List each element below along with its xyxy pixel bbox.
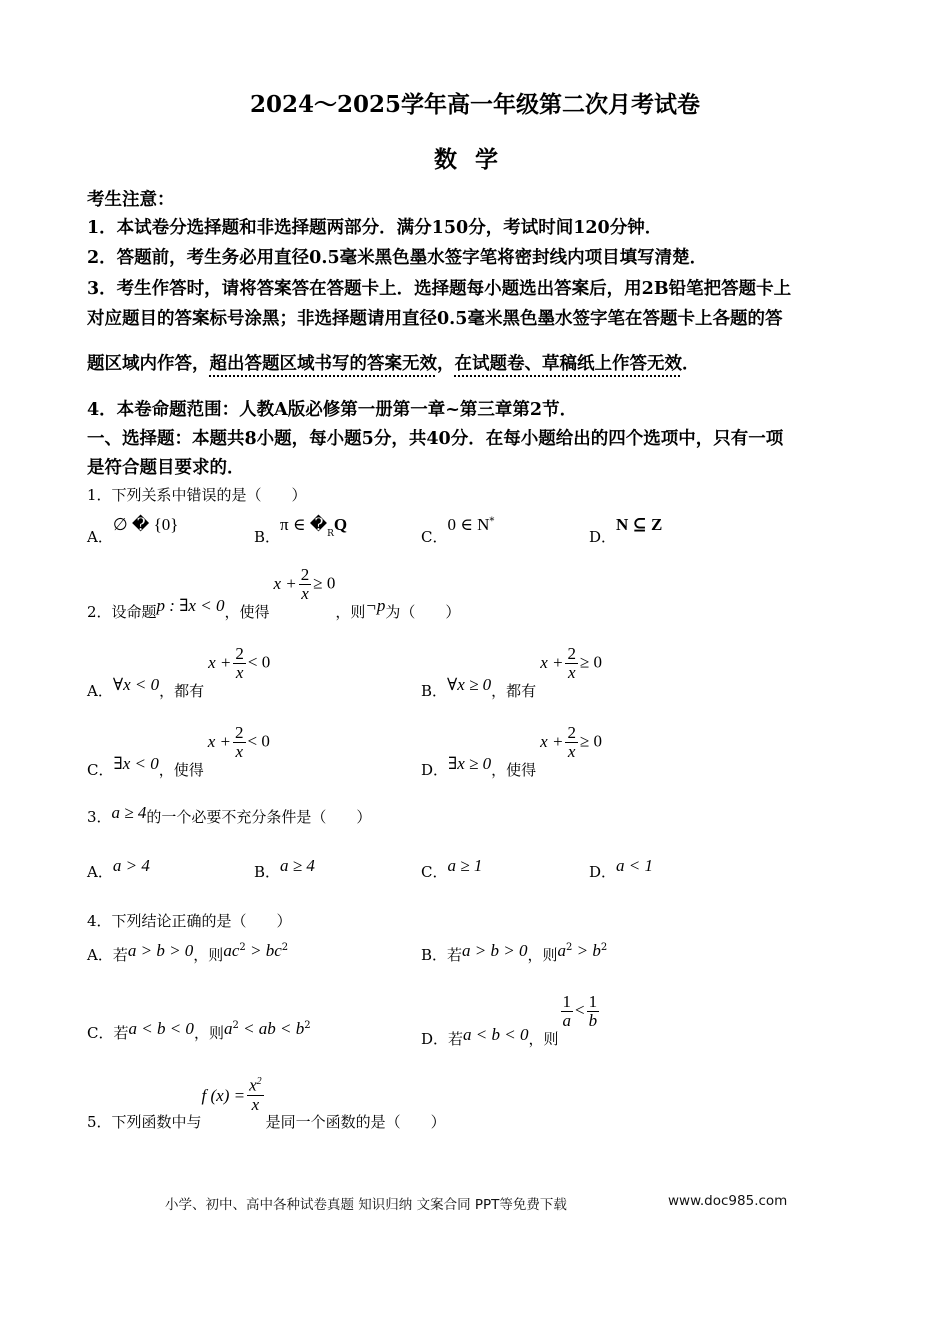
q4-a-sq1: 2: [239, 942, 246, 953]
q2-c-quant: ∃x < 0: [113, 753, 159, 773]
q4-d-frac-2: [587, 993, 600, 1030]
q3-c-label: C．: [421, 863, 448, 881]
q2-a-num: 2: [235, 644, 244, 663]
q2-p-expr: p : ∃x < 0: [156, 595, 225, 615]
q3-math: a ≥ 4: [111, 803, 147, 822]
q4-d-den2: b: [588, 1011, 598, 1030]
q4-b-sq1: 2: [566, 942, 573, 953]
q3-b-label: B．: [254, 863, 281, 881]
notice-emphasis-2: 在试题卷、草稿纸上作答无效: [454, 354, 682, 374]
q4-d-num1: 1: [562, 992, 571, 1011]
question-3-stem: [87, 802, 372, 826]
q3-end: 的一个必要不充分条件是（ ）: [146, 808, 372, 826]
q1-option-a: [87, 514, 179, 546]
notice-line3-plain: 题区域内作答，: [87, 354, 210, 374]
q4-b-then: ，则: [527, 946, 558, 964]
q2-then: ，则: [335, 602, 366, 621]
question-5-stem: [87, 1073, 446, 1132]
q2-c-word: ，使得: [158, 760, 204, 779]
q1-b-tail: Q: [333, 515, 348, 534]
q5-frac-den: x: [251, 1094, 260, 1114]
q3-prefix: 3．: [87, 808, 112, 826]
q4-b-label: B．若: [421, 946, 463, 964]
notice-heading: 考生注意：: [87, 190, 175, 210]
q3-option-c: [421, 855, 483, 881]
q2-d-right: ≥ 0: [579, 731, 603, 751]
q2-d-den: x: [567, 742, 576, 761]
q1-d-label: D．: [589, 528, 617, 546]
q2-d-quant: ∃x ≥ 0: [448, 753, 492, 773]
q4-c-res2: < ab < b: [238, 1019, 305, 1038]
q2-option-b: [421, 644, 603, 700]
q2-a-label: A．: [87, 681, 113, 700]
q3-b-math: a ≥ 4: [280, 856, 315, 875]
question-2-stem: [87, 565, 461, 621]
q2-c-label: C．: [87, 760, 114, 779]
q2-a-quant: ∀x < 0: [112, 674, 160, 694]
q3-option-a: [87, 855, 150, 881]
question-4-stem: 4．下列结论正确的是（ ）: [87, 912, 292, 930]
q2-d-left: x +: [540, 731, 564, 751]
q4-d-cond: a < b < 0: [463, 1024, 529, 1044]
q2-fraction: [299, 566, 312, 603]
section-heading-line-1: 一、选择题：本题共8小题，每小题5分，共40分．在每小题给出的四个选项中，只有一项: [87, 429, 784, 449]
q2-b-left: x +: [540, 652, 564, 672]
q4-b-cond: a > b > 0: [462, 941, 528, 960]
q3-c-math: a ≥ 1: [447, 856, 483, 875]
q1-d-math: N ⊆ Z: [616, 515, 663, 534]
q2-d-fraction: [565, 724, 578, 761]
q5-fraction: [247, 1073, 264, 1114]
q2-frac-left: x +: [273, 573, 297, 593]
q4-a-res: ac: [223, 941, 240, 960]
q5-prefix: 5．下列函数中与: [87, 1113, 202, 1132]
q2-d-num: 2: [567, 723, 576, 742]
q4-c-label: C．若: [87, 1024, 129, 1042]
q4-b-res: a: [557, 941, 566, 960]
q3-option-d: [589, 855, 654, 881]
q4-a-res2: > bc: [245, 941, 282, 960]
q4-option-b: [421, 940, 608, 964]
q3-a-label: A．: [87, 863, 113, 881]
q2-option-d: [421, 723, 603, 779]
q2-option-a: [87, 644, 271, 700]
q2-c-right: < 0: [247, 731, 270, 751]
q1-option-d: [589, 514, 663, 546]
q5-num-sup: 2: [256, 1076, 262, 1087]
q2-mid: ，使得: [224, 602, 270, 621]
q2-b-label: B．: [421, 681, 448, 700]
q2-c-left: x +: [207, 731, 232, 751]
q4-b-sq2: 2: [600, 942, 608, 953]
q1-option-c: [421, 514, 495, 546]
q4-a-cond: a > b > 0: [127, 941, 194, 960]
q5-frac-num: [247, 1073, 264, 1096]
q2-b-fraction: [565, 645, 578, 682]
q2-a-fraction: [233, 645, 246, 682]
q4-option-d: [421, 992, 601, 1048]
q2-c-fraction: [233, 724, 246, 761]
q2-b-right: ≥ 0: [579, 652, 603, 672]
q1-b-sub: R: [327, 529, 334, 539]
q2-neg-p: ¬p: [365, 595, 386, 615]
q3-d-math: a < 1: [616, 856, 654, 875]
q4-c-sq1: 2: [232, 1020, 239, 1031]
q4-a-label: A．若: [87, 946, 128, 964]
q2-end: 为（ ）: [385, 602, 461, 621]
q4-d-label: D．若: [421, 1029, 464, 1048]
q4-option-c: [87, 1018, 311, 1042]
q2-prefix: 2．设命题: [87, 602, 157, 621]
footer-text: 小学、初中、高中各种试卷真题 知识归纳 文案合同 PPT等免费下载: [165, 1197, 567, 1213]
q4-a-sq2: 2: [281, 942, 289, 953]
q2-frac-right: ≥ 0: [313, 573, 336, 593]
q4-c-cond: a < b < 0: [128, 1019, 194, 1038]
q2-c-den: x: [235, 742, 244, 761]
q4-d-num2: 1: [588, 992, 598, 1011]
q5-num-x: x: [249, 1075, 257, 1095]
q2-a-den: x: [235, 663, 244, 682]
q2-b-num: 2: [567, 644, 576, 663]
q4-d-then: ，则: [528, 1029, 559, 1048]
q4-c-res: a: [223, 1019, 233, 1038]
q4-a-then: ，则: [193, 946, 224, 964]
q1-option-b: [254, 514, 348, 546]
q4-d-lt: <: [575, 1000, 585, 1020]
notice-emphasis-1: 超出答题区域书写的答案无效: [209, 354, 437, 374]
q2-a-right: < 0: [247, 652, 271, 672]
q2-option-c: [87, 723, 270, 779]
q3-option-b: [254, 855, 315, 881]
notice-comma: ，: [437, 354, 455, 374]
q2-d-label: D．: [421, 760, 449, 779]
q5-end: 是同一个函数的是（ ）: [265, 1113, 446, 1132]
notice-item-3-line-1: 3．考生作答时，请将答案答在答题卡上．选择题每小题选出答案后，用2B铅笔把答题卡上: [87, 279, 792, 299]
q2-frac-num: 2: [300, 565, 310, 584]
q2-d-word: ，使得: [491, 760, 537, 779]
q1-c-label: C．: [421, 528, 448, 546]
q2-b-word: ，都有: [491, 681, 537, 700]
question-1-stem: 1．下列关系中错误的是（ ）: [87, 486, 307, 504]
page-title: 2024～2025学年高一年级第二次月考试卷: [249, 91, 701, 118]
q2-b-den: x: [567, 663, 576, 682]
q5-f-expr: f (x) =: [201, 1086, 246, 1106]
q1-a-math: ∅ � {0}: [112, 515, 179, 534]
q2-b-quant: ∀x ≥ 0: [447, 674, 492, 694]
notice-item-4: 4．本卷命题范围：人教A版必修第一册第一章~第三章第2节．: [87, 400, 578, 420]
q4-c-sq2: 2: [304, 1020, 311, 1031]
q1-c-math: 0 ∈ N: [447, 515, 490, 534]
footer-site[interactable]: www.doc985.com: [668, 1193, 788, 1209]
q1-b-math: π ∈ �: [280, 515, 328, 534]
q2-a-word: ，都有: [159, 681, 205, 700]
notice-item-2: 2．答题前，考生务必用直径0.5毫米黑色墨水签字笔将密封线内项目填写清楚．: [87, 248, 708, 268]
q3-a-math: a > 4: [112, 856, 150, 875]
notice-item-3-line-3: [87, 350, 700, 375]
q4-option-a: [87, 940, 289, 964]
q4-c-then: ，则: [193, 1024, 224, 1042]
q1-b-label: B．: [254, 528, 281, 546]
notice-item-1: 1．本试卷分选择题和非选择题两部分．满分150分，考试时间120分钟．: [87, 218, 663, 238]
q1-a-label: A．: [87, 528, 113, 546]
q4-b-res2: > b: [572, 941, 601, 960]
q3-d-label: D．: [589, 863, 617, 881]
notice-item-3-line-2: 对应题目的答案标号涂黑；非选择题请用直径0.5毫米黑色墨水签字笔在答题卡上各题的答: [87, 309, 783, 329]
q4-d-frac-1: [561, 993, 574, 1030]
subject-title: 数学: [434, 146, 516, 173]
q4-d-den1: a: [562, 1011, 571, 1030]
q1-c-sup: *: [489, 516, 495, 527]
q2-c-num: 2: [235, 723, 244, 742]
notice-end: ．: [682, 354, 700, 374]
q2-frac-den: x: [301, 584, 309, 603]
q2-a-left: x +: [208, 652, 232, 672]
section-heading-line-2: 是符合题目要求的．: [87, 458, 245, 478]
